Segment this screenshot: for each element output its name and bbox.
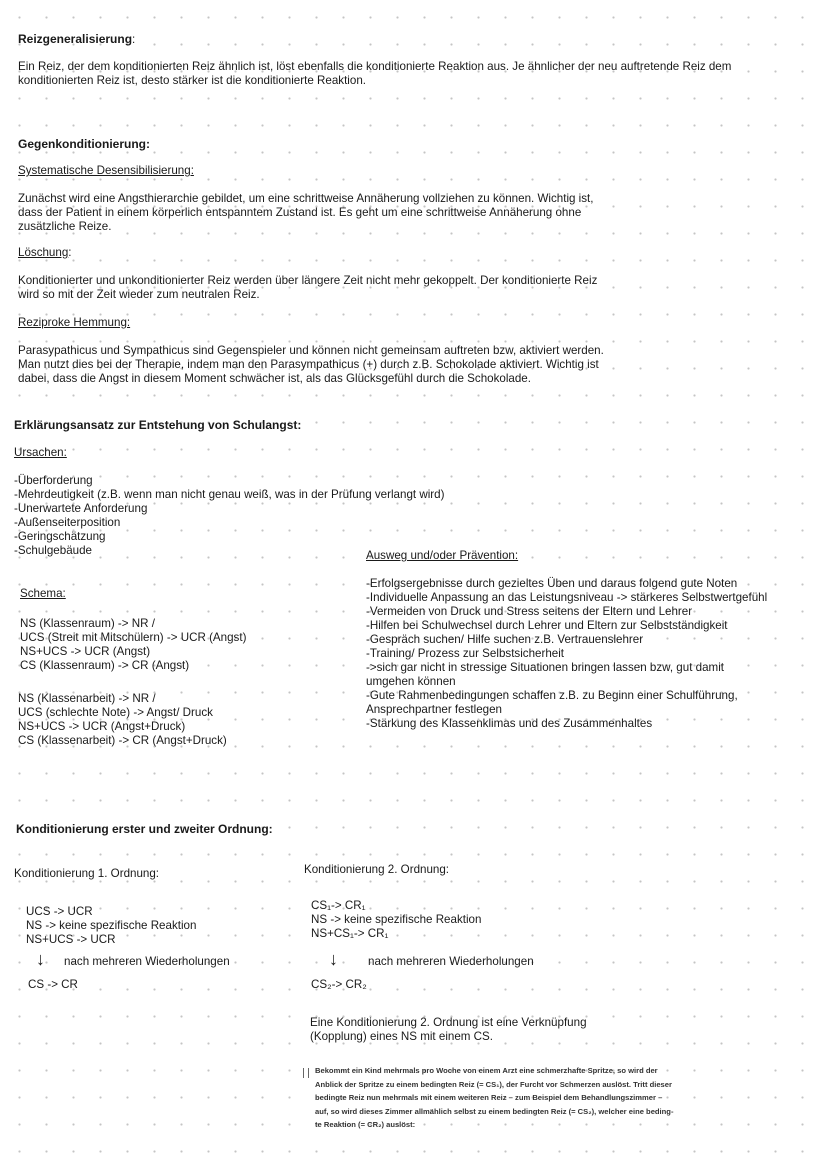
- list-item: -Geringschätzung: [14, 530, 106, 543]
- gegenkonditionierung-title: Gegenkonditionierung:: [18, 137, 150, 151]
- schema-line: NS (Klassenarbeit) -> NR /: [18, 692, 156, 705]
- loeschung-heading: [18, 246, 72, 260]
- second-order-repeat: nach mehreren Wiederholungen: [368, 955, 534, 968]
- list-item: -Unerwartete Anforderung: [14, 502, 148, 515]
- ausweg-list: [366, 577, 767, 731]
- list-item: -Überforderung: [14, 474, 93, 487]
- schema-line: NS (Klassenraum) -> NR /: [20, 617, 155, 630]
- text-line: dabei, dass die Angst in diesem Moment schwächer ist, als das Glücksgefühl durch die Schokolade.: [18, 372, 531, 385]
- text-line: dass der Patient in einem körperlich entspanntem Zustand ist. Es geht um eine schrittweise Annäherung ohne: [18, 206, 582, 219]
- quote-line: bedingte Reiz nun mehrmals mit einem weiteren Reiz – zum Beispiel dem Behandlungszimmer –: [315, 1093, 663, 1103]
- text-line: zusätzliche Reize.: [18, 220, 112, 233]
- list-item: -Mehrdeutigkeit (z.B. wenn man nicht genau weiß, was in der Prüfung verlangt wird): [14, 488, 445, 501]
- konditionierung-title: Konditionierung erster und zweiter Ordnung:: [16, 822, 273, 836]
- first-order-repeat: nach mehreren Wiederholungen: [64, 955, 230, 968]
- reizgeneralisierung-colon: :: [132, 33, 136, 46]
- down-arrow-icon: ↓: [329, 949, 338, 969]
- schema-title: Schema:: [20, 587, 66, 600]
- list-item: -Individuelle Anpassung an das Leistungsniveau -> stärkeres Selbstwertgefühl: [366, 591, 768, 604]
- formula-line: NS -> keine spezifische Reaktion: [311, 913, 482, 926]
- list-item: -Erfolgsergebnisse durch gezieltes Üben und daraus folgend gute Noten: [366, 577, 738, 590]
- quote-line: te Reaktion (= CR₂) auslöst:: [315, 1120, 416, 1130]
- quote-line: Anblick der Spritze zu einem bedingten Reiz (= CS₁), der Furcht vor Schmerzen auslöst. Tritt dieser: [315, 1079, 672, 1089]
- first-order-lines: [26, 905, 196, 947]
- text-line: Parasypathicus und Sympathicus sind Gegenspieler und können nicht gemeinsam auftreten bzw, aktiviert werden.: [18, 344, 604, 357]
- quote-marker-icon: [303, 1068, 309, 1078]
- textbook-quote: [315, 1064, 673, 1132]
- formula-line: CS₁-> CR₁: [311, 899, 366, 912]
- ursachen-title: Ursachen:: [14, 446, 67, 459]
- text-line: Man nutzt dies bei der Therapie, indem man den Parasympathicus (+) durch z.B. Schokolade aktiviert. Wichtig ist: [18, 358, 599, 371]
- text-line: Ein Reiz, der dem konditionierten Reiz ähnlich ist, löst ebenfalls die konditionierte Reaktion aus. Je ähnlicher der neu auftretende Reiz dem: [18, 60, 732, 73]
- desensibilisierung-text: [18, 192, 594, 234]
- text-line: konditionierten Reiz ist, desto stärker ist die konditionierte Reaktion.: [18, 74, 366, 87]
- text-line: wird so mit der Zeit wieder zum neutralen Reiz.: [18, 288, 260, 301]
- desensibilisierung-title: Systematische Desensibilisierung:: [18, 164, 194, 177]
- list-item: Ansprechpartner festlegen: [366, 703, 502, 716]
- list-item: umgehen können: [366, 675, 456, 688]
- list-item: -Training/ Prozess zur Selbstsicherheit: [366, 647, 565, 660]
- second-order-definition: [310, 1016, 587, 1044]
- ausweg-title: Ausweg und/oder Prävention:: [366, 549, 519, 562]
- list-item: -Hilfen bei Schulwechsel durch Lehrer und Eltern zur Selbstständigkeit: [366, 619, 728, 632]
- formula-line: NS+CS₁-> CR₁: [311, 927, 389, 940]
- formula-line: UCS -> UCR: [26, 905, 93, 918]
- reziproke-text: [18, 344, 604, 386]
- reizgeneralisierung-title: Reizgeneralisierung: [18, 32, 133, 46]
- schema-line: CS (Klassenarbeit) -> CR (Angst+Druck): [18, 734, 227, 747]
- list-item: -Außenseiterposition: [14, 516, 121, 529]
- second-order-lines: [311, 899, 481, 941]
- text-line: Zunächst wird eine Angsthierarchie gebildet, um eine schrittweise Annäherung vollziehen zu können. Wichtig ist,: [18, 192, 594, 205]
- list-item: -Stärkung des Klassenklimas und des Zusammenhaltes: [366, 717, 653, 730]
- list-item: -Gute Rahmenbedingungen schaffen z.B. zu Beginn einer Schulführung,: [366, 689, 738, 702]
- quote-line: Bekommt ein Kind mehrmals pro Woche von einem Arzt eine schmerzhafte Spritze, so wird der: [315, 1066, 658, 1075]
- formula-line: NS+UCS -> UCR: [26, 933, 116, 946]
- first-order-result: CS -> CR: [28, 978, 78, 991]
- reziproke-title: Reziproke Hemmung:: [18, 316, 131, 329]
- schulangst-title: Erklärungsansatz zur Entstehung von Schulangst:: [14, 418, 302, 432]
- schema-line: NS+UCS -> UCR (Angst+Druck): [18, 720, 186, 733]
- text-line: Konditionierter und unkonditionierter Reiz werden über längere Zeit nicht mehr gekoppelt. Der konditionierte Reiz: [18, 274, 598, 287]
- reizgeneralisierung-heading: [18, 32, 135, 47]
- list-item: -Schulgebäude: [14, 544, 92, 557]
- loeschung-colon: :: [68, 246, 72, 259]
- formula-line: NS -> keine spezifische Reaktion: [26, 919, 197, 932]
- first-order-title: Konditionierung 1. Ordnung:: [14, 867, 160, 880]
- loeschung-text: [18, 274, 597, 302]
- loeschung-title: Löschung: [18, 246, 69, 259]
- quote-line: auf, so wird dieses Zimmer allmählich selbst zu einem bedingten Reiz (= CS₂), welcher eine beding-: [315, 1106, 674, 1116]
- schema-group-2: [18, 692, 227, 748]
- down-arrow-icon: ↓: [36, 949, 45, 969]
- reizgeneralisierung-text: [18, 60, 731, 88]
- text-line: Eine Konditionierung 2. Ordnung ist eine Verknüpfung: [310, 1016, 587, 1029]
- list-item: -Gespräch suchen/ Hilfe suchen z.B. Vertrauenslehrer: [366, 633, 644, 646]
- schema-line: UCS (schlechte Note) -> Angst/ Druck: [18, 706, 213, 719]
- schema-line: UCS (Streit mit Mitschülern) -> UCR (Angst): [20, 631, 247, 644]
- schema-line: CS (Klassenraum) -> CR (Angst): [20, 659, 190, 672]
- text-line: (Kopplung) eines NS mit einem CS.: [310, 1030, 494, 1043]
- list-item: -Vermeiden von Druck und Stress seitens der Eltern und Lehrer: [366, 605, 693, 618]
- schema-group-1: [20, 617, 246, 673]
- schema-line: NS+UCS -> UCR (Angst): [20, 645, 151, 658]
- list-item: ->sich gar nicht in stressige Situationen bringen lassen bzw, gut damit: [366, 661, 724, 674]
- second-order-result: CS₂-> CR₂: [311, 978, 367, 991]
- second-order-title: Konditionierung 2. Ordnung:: [304, 863, 450, 876]
- ursachen-list: [14, 474, 444, 558]
